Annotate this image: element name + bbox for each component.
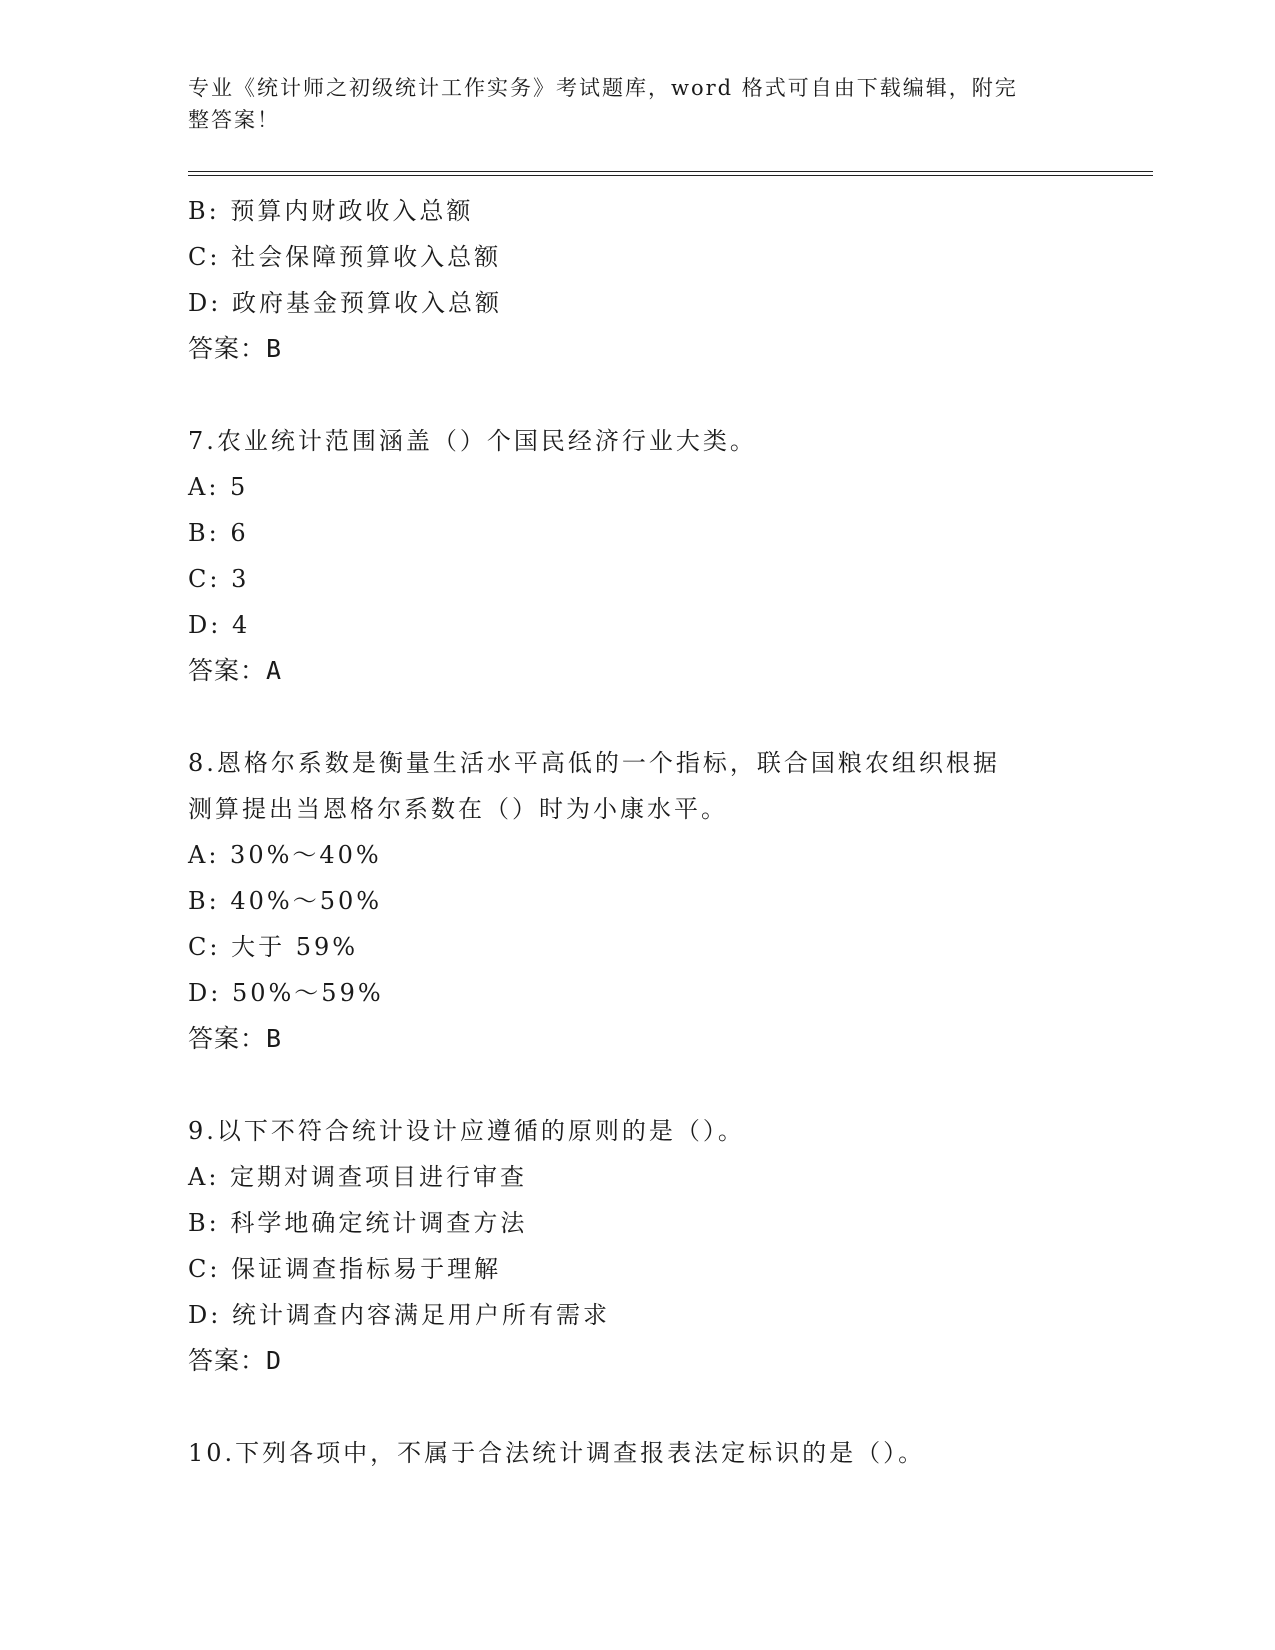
answer: 答案：B	[188, 334, 283, 363]
question-text-line-2: 测算提出当恩格尔系数在（）时为小康水平。	[188, 795, 728, 823]
option-b: B: 40%～50%	[188, 887, 383, 915]
option-d: D: 政府基金预算收入总额	[188, 289, 502, 317]
answer: 答案：B	[188, 1024, 283, 1053]
option-d: D: 统计调查内容满足用户所有需求	[188, 1301, 610, 1329]
question-text-line-1: 8.恩格尔系数是衡量生活水平高低的一个指标，联合国粮农组织根据	[188, 749, 1000, 777]
header-rule-top	[188, 171, 1153, 172]
header-line-1: 专业《统计师之初级统计工作实务》考试题库，word 格式可自由下载编辑，附完	[188, 76, 1018, 100]
option-d: D: 4	[188, 611, 251, 639]
option-a: A: 定期对调查项目进行审查	[188, 1163, 528, 1191]
option-c: C: 大于 59%	[188, 933, 359, 961]
spacer	[188, 694, 1088, 740]
question-6-continued	[188, 188, 1088, 372]
question-text: 10.下列各项中，不属于合法统计调查报表法定标识的是（）。	[188, 1439, 926, 1467]
spacer	[188, 1384, 1088, 1430]
page-header	[188, 72, 1068, 136]
option-d: D: 50%～59%	[188, 979, 384, 1007]
question-7	[188, 418, 1088, 694]
option-a: A: 5	[188, 473, 249, 501]
spacer	[188, 372, 1088, 418]
answer: 答案：D	[188, 1346, 283, 1375]
spacer	[188, 1062, 1088, 1108]
option-b: B: 6	[188, 519, 249, 547]
option-c: C: 保证调查指标易于理解	[188, 1255, 502, 1283]
question-text: 7.农业统计范围涵盖（）个国民经济行业大类。	[188, 427, 757, 455]
question-9	[188, 1108, 1088, 1384]
header-rule-bottom	[188, 175, 1153, 176]
answer: 答案：A	[188, 656, 283, 685]
option-c: C: 3	[188, 565, 250, 593]
question-10	[188, 1430, 1088, 1476]
header-line-2: 整答案！	[188, 108, 280, 132]
option-c: C: 社会保障预算收入总额	[188, 243, 502, 271]
question-list	[188, 188, 1088, 1476]
option-b: B: 科学地确定统计调查方法	[188, 1209, 528, 1237]
option-b: B: 预算内财政收入总额	[188, 197, 474, 225]
question-text: 9.以下不符合统计设计应遵循的原则的是（）。	[188, 1117, 745, 1145]
option-a: A: 30%～40%	[188, 841, 382, 869]
question-8	[188, 740, 1088, 1062]
